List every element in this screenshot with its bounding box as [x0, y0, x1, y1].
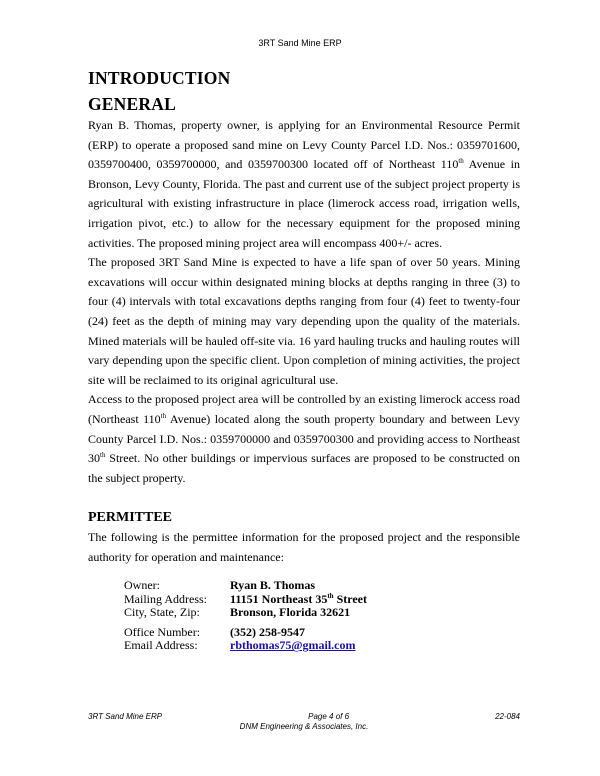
city-label: City, State, Zip:	[124, 605, 200, 620]
office-label: Office Number:	[124, 624, 201, 639]
office-value: (352) 258-9547	[230, 624, 305, 639]
footer-right: 22-084	[495, 712, 520, 721]
office-row	[124, 626, 520, 640]
general-paragraph-2: The proposed 3RT Sand Mine is expected to have a life span of over 50 years. Mining excavations will occur within designated mining blocks at depths ranging in three (3) to four (4) intervals with total excavations depths ranging from four (4) feet to twenty-four (24) feet as the depth of mining may vary depending upon the quality of the materials. Mined materials will be hauled off-site via. 16 yard hauling trucks and hauling routes will vary depending upon the specific client. Upon completion of mining activities, the project site will be reclaimed to its original agricultural use.	[88, 255, 520, 387]
city-value: Bronson, Florida 32621	[230, 605, 351, 620]
heading-permittee: PERMITTEE	[88, 510, 173, 526]
general-paragraph-1: Ryan B. Thomas, property owner, is applying for an Environmental Resource Permit (ERP) to operate a proposed sand mine on Levy County Parcel I.D. Nos.: 0359701600, 0359700400, 0359700000, and 0359700300 located off of Northeast 110th Avenue in Bronson, Levy County, Florida. The past and current use of the subject project property is agricultural with existing infrastructure in place (limerock access road, irrigation wells, irrigation pivot, etc.) to allow for the necessary equipment for the proposed mining activities. The proposed mining project area will encompass 400+/- acres.	[88, 118, 520, 250]
owner-value: Ryan B. Thomas	[230, 578, 316, 593]
mailing-row	[124, 593, 520, 607]
owner-row	[124, 579, 520, 593]
heading-general: GENERAL	[88, 94, 176, 114]
footer-page-number: Page 4 of 6	[308, 712, 350, 721]
mailing-value: 11151 Northeast 35th Street	[230, 591, 368, 606]
mailing-label: Mailing Address:	[124, 591, 207, 606]
permittee-contact-block	[124, 579, 520, 653]
permittee-intro: The following is the permittee information for the proposed project and the responsible authority for operation and maintenance:	[88, 530, 520, 564]
owner-label: Owner:	[124, 578, 160, 593]
footer-company: DNM Engineering & Associates, Inc.	[239, 722, 369, 731]
email-row	[124, 639, 520, 653]
heading-introduction: INTRODUCTION	[88, 68, 231, 88]
page-header: 3RT Sand Mine ERP	[258, 38, 342, 48]
general-paragraph-3: Access to the proposed project area will be controlled by an existing limerock access road (Northeast 110th Avenue) located along the south property boundary and between Levy County Parcel I.D. Nos.: 0359700000 and 0359700300 and providing access to Northeast 30th Street. No other buildings or impervious surfaces are proposed to be constructed on the subject property.	[88, 392, 521, 485]
footer-left: 3RT Sand Mine ERP	[88, 712, 163, 721]
email-link[interactable]: rbthomas75@gmail.com	[230, 638, 356, 653]
email-label: Email Address:	[124, 638, 198, 653]
page-footer	[88, 712, 520, 732]
page-content	[88, 66, 520, 653]
city-row	[124, 606, 520, 620]
